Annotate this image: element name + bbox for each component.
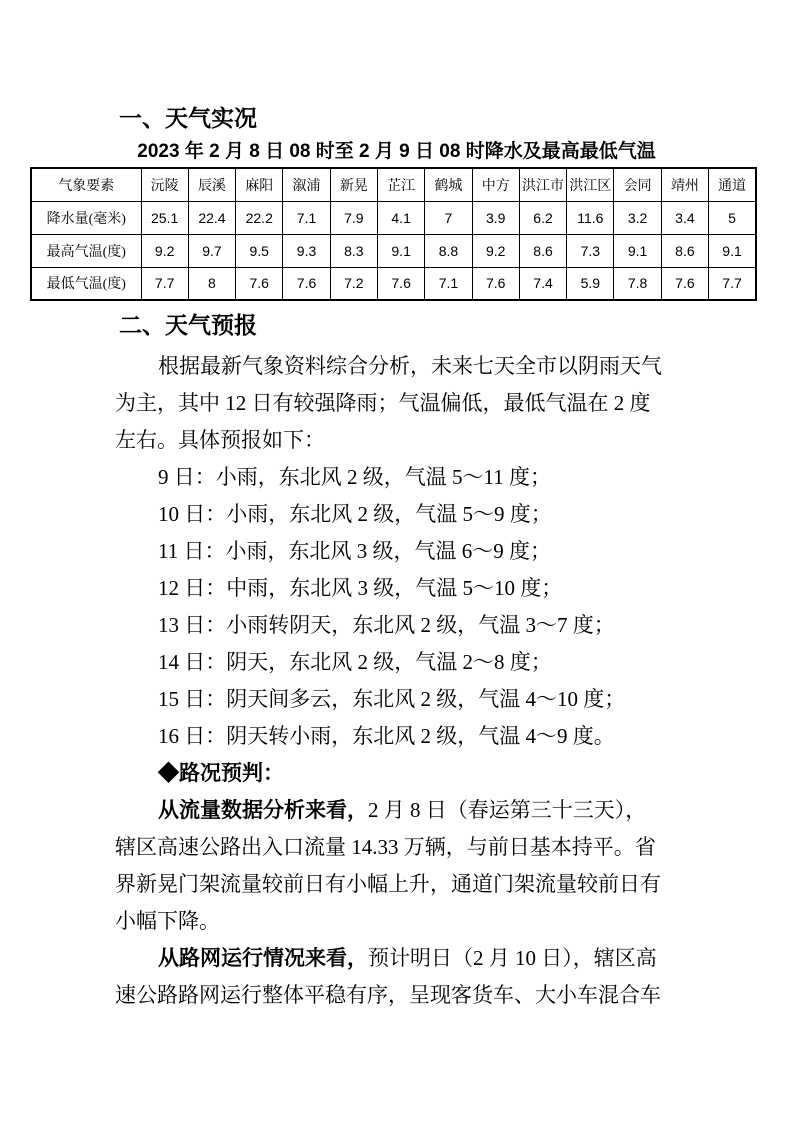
table-row <box>31 267 756 300</box>
table-column-header: 辰溪 <box>188 168 235 201</box>
table-cell-value: 8.6 <box>519 234 566 267</box>
weather-table <box>30 167 757 301</box>
body-line: 速公路路网运行整体平稳有序，呈现客货车、大小车混合车 <box>115 983 661 1007</box>
table-cell-value: 9.1 <box>614 234 661 267</box>
table-column-header: 沅陵 <box>141 168 188 201</box>
table-column-header: 芷江 <box>377 168 424 201</box>
table-cell-value: 7.3 <box>567 234 614 267</box>
body-line-bold-lead: 从路网运行情况来看，预计明日（2 月 10 日），辖区高 <box>158 946 657 970</box>
table-cell-value: 7 <box>425 201 472 234</box>
body-line: 11 日：小雨，东北风 3 级，气温 6～9 度； <box>158 539 551 563</box>
table-cell-value: 7.6 <box>283 267 330 300</box>
table-cell-value: 22.2 <box>236 201 283 234</box>
table-cell-value: 9.3 <box>283 234 330 267</box>
table-row-label: 降水量(毫米) <box>31 201 141 234</box>
table-row-label: 最低气温(度) <box>31 267 141 300</box>
table-column-header: 靖州 <box>661 168 708 201</box>
body-line-bold-lead <box>115 755 690 792</box>
body-line: 左右。具体预报如下： <box>115 428 325 452</box>
table-column-header: 会同 <box>614 168 661 201</box>
table-cell-value: 9.2 <box>472 234 519 267</box>
table-column-header: 洪江市 <box>519 168 566 201</box>
table-cell-value: 7.7 <box>141 267 188 300</box>
table-cell-value: 8.8 <box>425 234 472 267</box>
table-title: 2023 年 2 月 8 日 08 时至 2 月 9 日 08 时降水及最高最低气温 <box>137 141 656 162</box>
table-cell-value: 7.4 <box>519 267 566 300</box>
body-line: 14 日：阴天，东北风 2 级，气温 2～8 度； <box>158 650 552 674</box>
table-cell-value: 8.6 <box>661 234 708 267</box>
body-line: 15 日：阴天间多云，东北风 2 级，气温 4～10 度； <box>158 687 626 711</box>
table-row <box>31 201 756 234</box>
document-body <box>115 348 690 1014</box>
table-cell-value: 9.7 <box>188 234 235 267</box>
table-cell-value: 9.1 <box>709 234 756 267</box>
table-cell-value: 3.2 <box>614 201 661 234</box>
table-cell-value: 7.6 <box>236 267 283 300</box>
table-cell-value: 25.1 <box>141 201 188 234</box>
body-line: 界新晃门架流量较前日有小幅上升，通道门架流量较前日有 <box>115 872 661 896</box>
table-cell-value: 4.1 <box>377 201 424 234</box>
body-line: 为主，其中 12 日有较强降雨；气温偏低，最低气温在 2 度 <box>115 391 651 415</box>
table-header-row <box>31 168 756 201</box>
body-line-bold-lead: 从流量数据分析来看，2 月 8 日（春运第三十三天）， <box>158 798 647 822</box>
table-cell-value: 5 <box>709 201 756 234</box>
body-line: 小幅下降。 <box>115 909 220 933</box>
body-line: 根据最新气象资料综合分析，未来七天全市以阴雨天气 <box>158 354 662 378</box>
table-cell-value: 7.7 <box>709 267 756 300</box>
table-column-header: 中方 <box>472 168 519 201</box>
table-cell-value: 9.1 <box>377 234 424 267</box>
table-cell-value: 5.9 <box>567 267 614 300</box>
table-cell-value: 7.1 <box>425 267 472 300</box>
table-cell-value: 7.1 <box>283 201 330 234</box>
table-corner-header: 气象要素 <box>31 168 141 201</box>
table-cell-value: 9.5 <box>236 234 283 267</box>
table-cell-value: 7.9 <box>330 201 377 234</box>
body-line: 10 日：小雨，东北风 2 级，气温 5～9 度； <box>158 502 552 526</box>
table-cell-value: 3.4 <box>661 201 708 234</box>
body-line: 12 日：中雨，东北风 3 级，气温 5～10 度； <box>158 576 563 600</box>
section2-heading: 二、天气预报 <box>119 312 257 338</box>
table-cell-value: 8.3 <box>330 234 377 267</box>
table-cell-value: 7.6 <box>472 267 519 300</box>
table-cell-value: 7.8 <box>614 267 661 300</box>
table-cell-value: 7.2 <box>330 267 377 300</box>
table-cell-value: 8 <box>188 267 235 300</box>
table-column-header: 鹤城 <box>425 168 472 201</box>
body-line: 辖区高速公路出入口流量 14.33 万辆，与前日基本持平。省 <box>115 835 656 859</box>
table-column-header: 麻阳 <box>236 168 283 201</box>
table-column-header: 新晃 <box>330 168 377 201</box>
table-cell-value: 7.6 <box>661 267 708 300</box>
table-column-header: 通道 <box>709 168 756 201</box>
section1-heading: 一、天气实况 <box>119 105 257 131</box>
table-cell-value: 7.6 <box>377 267 424 300</box>
table-cell-value: 22.4 <box>188 201 235 234</box>
table-cell-value: 9.2 <box>141 234 188 267</box>
bold-lead-text: 从流量数据分析来看， <box>158 798 368 822</box>
table-column-header: 溆浦 <box>283 168 330 201</box>
bold-lead-text: 从路网运行情况来看， <box>158 946 368 970</box>
body-line: 16 日：阴天转小雨，东北风 2 级，气温 4～9 度。 <box>158 724 615 748</box>
bold-lead-text: ◆路况预判： <box>158 761 284 785</box>
table-cell-value: 3.9 <box>472 201 519 234</box>
table-row <box>31 234 756 267</box>
body-line: 13 日：小雨转阴天，东北风 2 级，气温 3～7 度； <box>158 613 615 637</box>
body-line: 9 日：小雨，东北风 2 级，气温 5～11 度； <box>158 465 551 489</box>
table-cell-value: 6.2 <box>519 201 566 234</box>
table-column-header: 洪江区 <box>567 168 614 201</box>
table-row-label: 最高气温(度) <box>31 234 141 267</box>
table-cell-value: 11.6 <box>567 201 614 234</box>
